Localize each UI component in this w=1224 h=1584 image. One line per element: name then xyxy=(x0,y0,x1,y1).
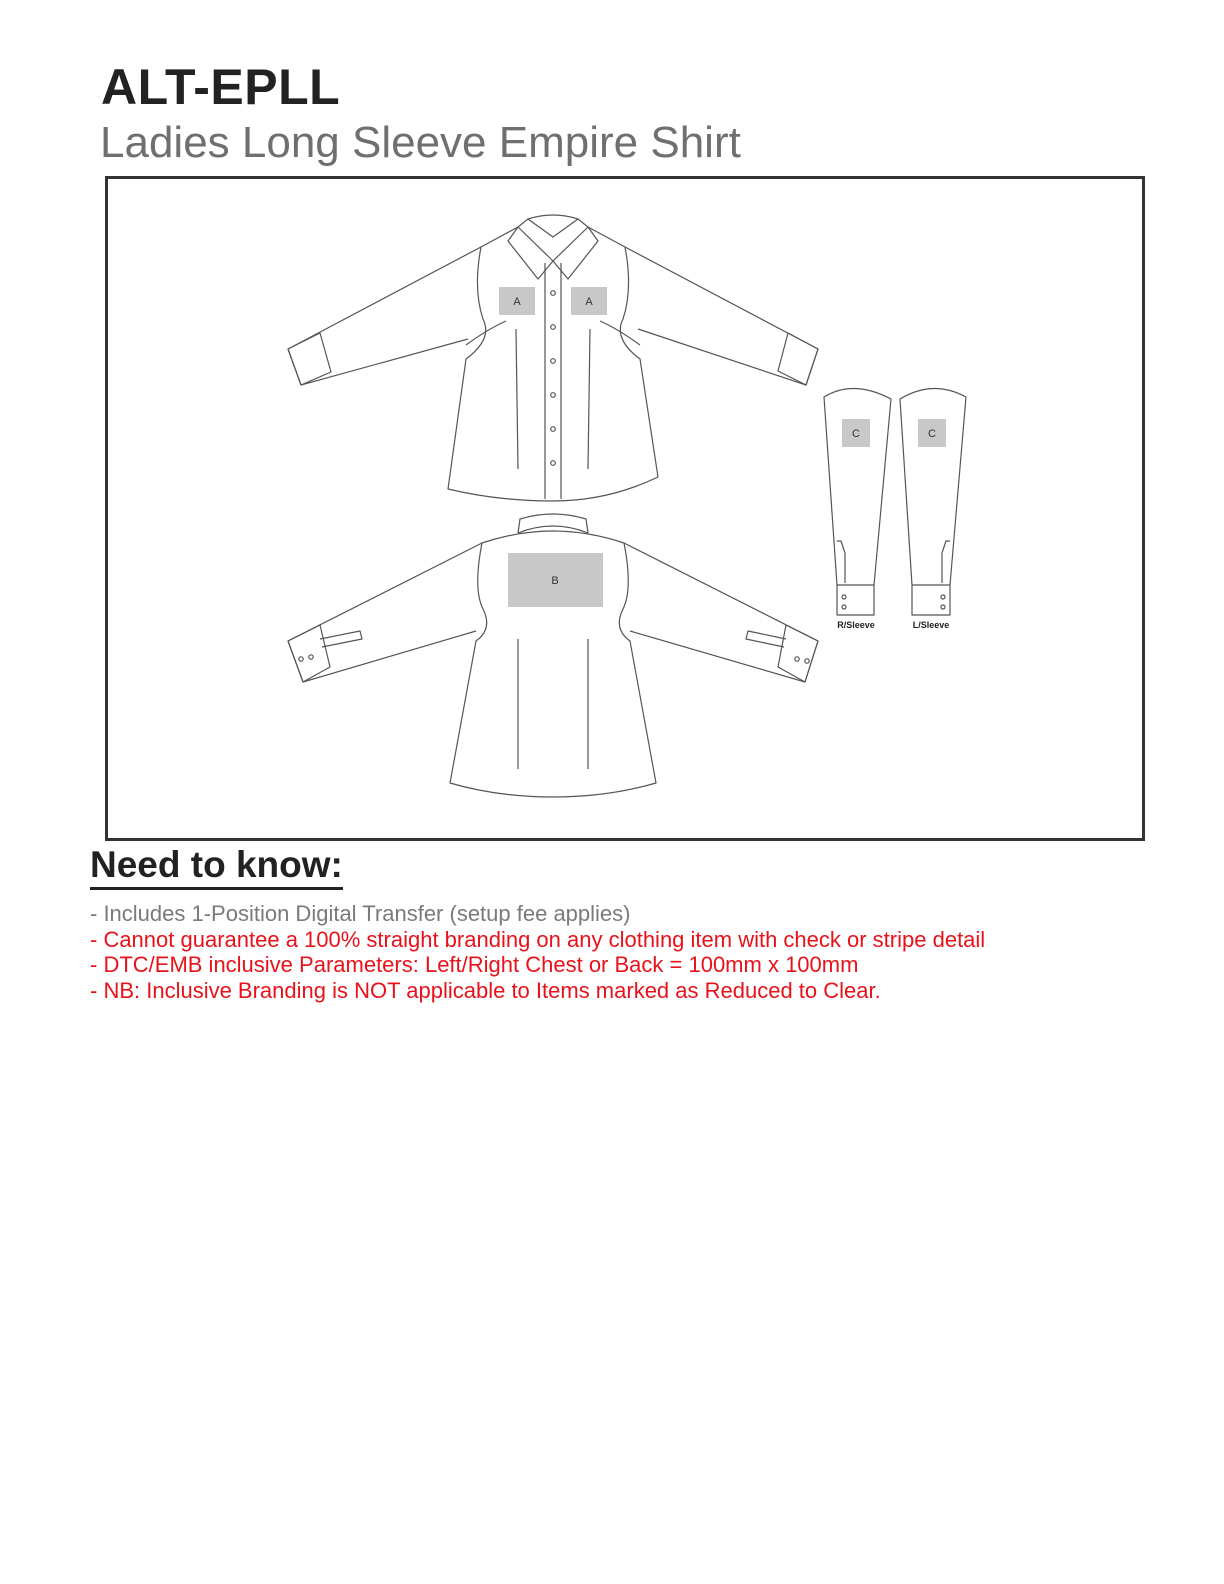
position-label-a-left: A xyxy=(513,296,521,308)
position-label-a-right: A xyxy=(585,296,593,308)
product-title: Ladies Long Sleeve Empire Shirt xyxy=(100,118,741,167)
position-label-c-right: C xyxy=(852,428,860,440)
garment-diagram xyxy=(108,179,1142,838)
front-shirt-drawing xyxy=(288,215,818,501)
garment-diagram-frame xyxy=(105,176,1145,841)
need-to-know-heading: Need to know: xyxy=(90,844,343,890)
note-item: - DTC/EMB inclusive Parameters: Left/Right Chest or Back = 100mm x 100mm xyxy=(90,952,859,977)
right-sleeve-label: R/Sleeve xyxy=(837,620,875,630)
front-buttons xyxy=(551,291,556,466)
left-sleeve-label: L/Sleeve xyxy=(912,620,950,630)
note-item: - Cannot guarantee a 100% straight branding on any clothing item with check or stripe detail xyxy=(90,926,986,952)
note-item: - NB: Inclusive Branding is NOT applicable to Items marked as Reduced to Clear. xyxy=(90,977,881,1003)
position-label-c-left: C xyxy=(928,428,936,440)
note-item: - Includes 1-Position Digital Transfer (setup fee applies) xyxy=(90,901,631,926)
back-cuff-buttons xyxy=(299,655,809,663)
product-code: ALT-EPLL xyxy=(101,59,341,115)
sleeve-buttons xyxy=(842,595,945,609)
position-label-b: B xyxy=(551,575,559,587)
need-to-know-list xyxy=(90,901,985,1003)
